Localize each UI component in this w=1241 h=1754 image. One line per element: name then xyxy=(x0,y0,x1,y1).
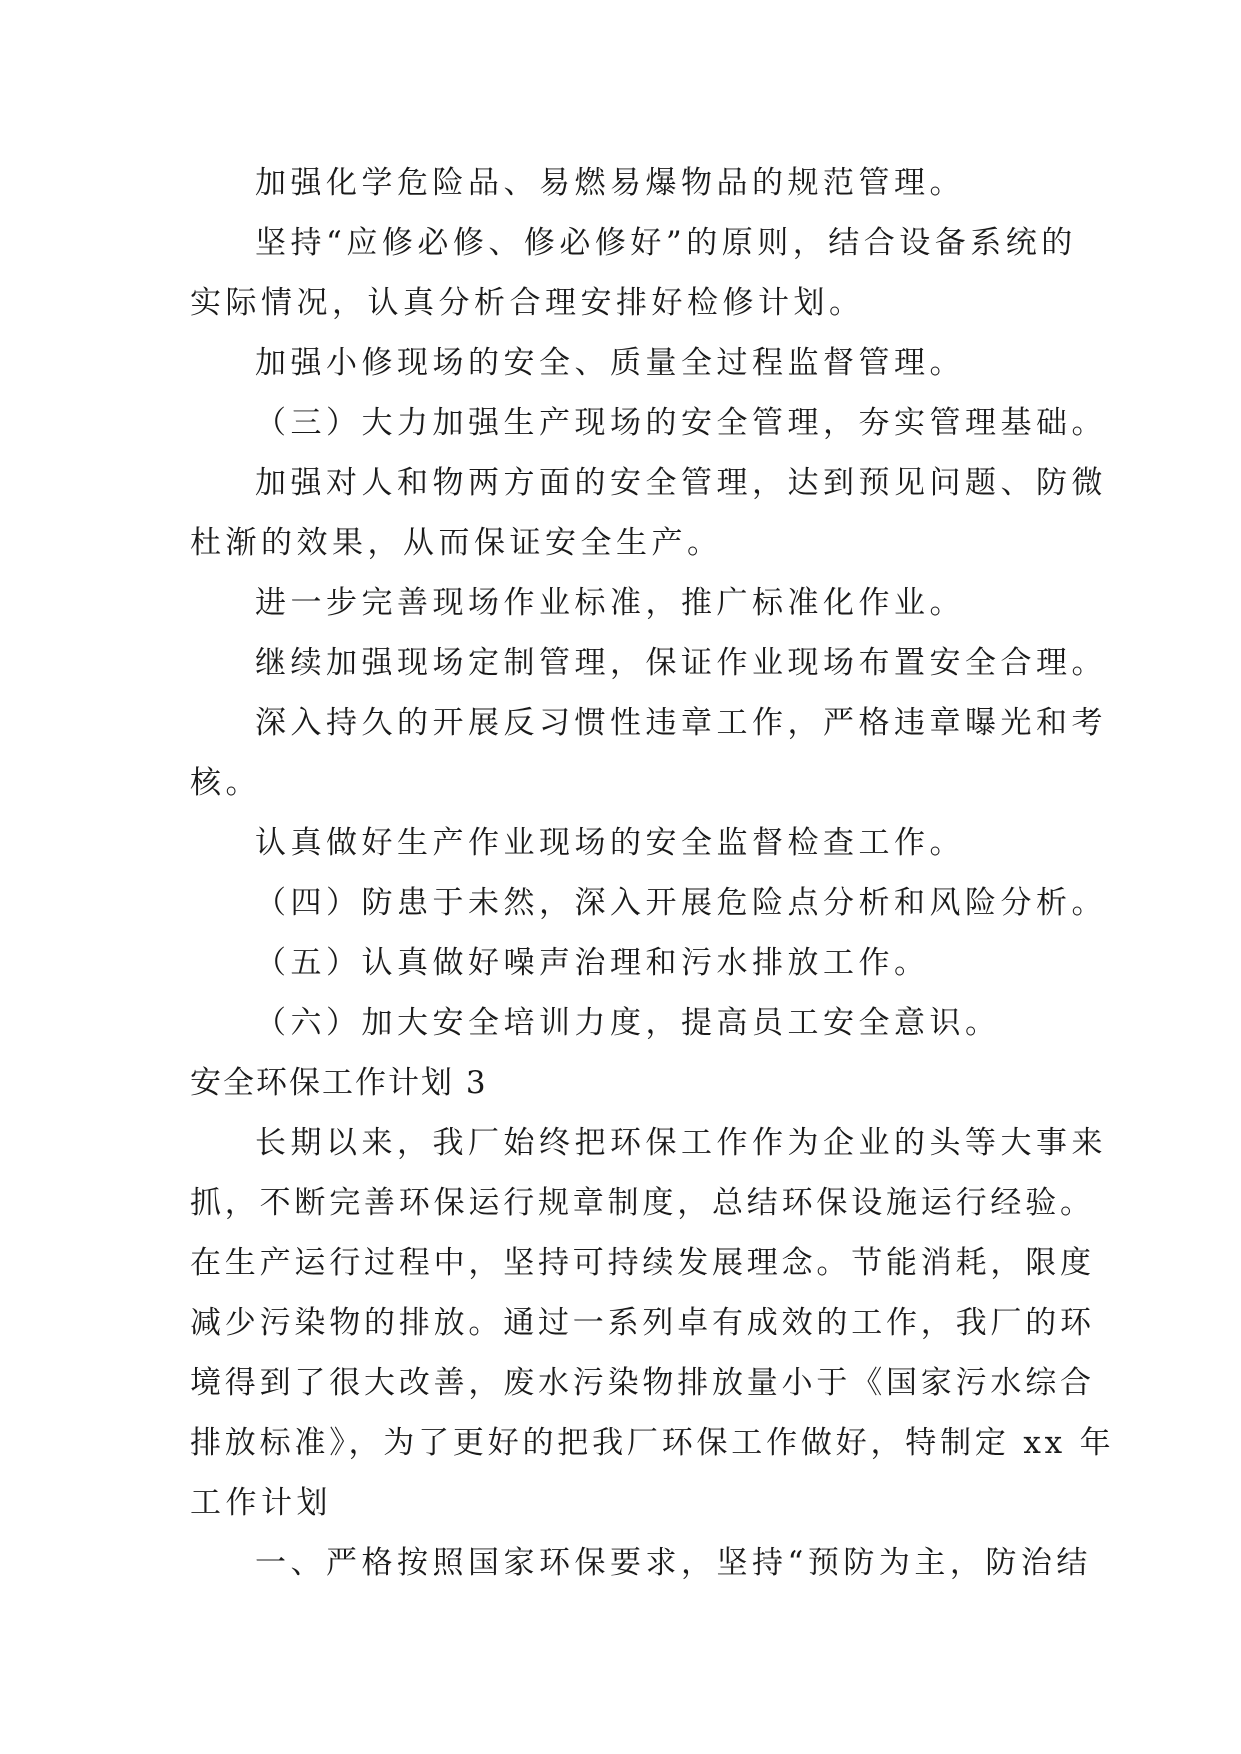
paragraph-line: 排放标准》，为了更好的把我厂环保工作做好，特制定 xx 年 xyxy=(190,1425,1115,1461)
section-heading: （四）防患于未然，深入开展危险点分析和风险分析。 xyxy=(255,885,1107,921)
document-heading: 安全环保工作计划 3 xyxy=(190,1065,488,1101)
paragraph-line: 进一步完善现场作业标准，推广标准化作业。 xyxy=(255,585,965,621)
paragraph-line: 减少污染物的排放。通过一系列卓有成效的工作，我厂的环 xyxy=(190,1305,1095,1341)
paragraph-line: 实际情况，认真分析合理安排好检修计划。 xyxy=(190,285,865,321)
section-heading: （六）加大安全培训力度，提高员工安全意识。 xyxy=(255,1005,1001,1041)
paragraph-line: 加强化学危险品、易燃易爆物品的规范管理。 xyxy=(255,165,965,201)
paragraph-line: 杜渐的效果，从而保证安全生产。 xyxy=(190,525,723,561)
paragraph-line: 加强对人和物两方面的安全管理，达到预见问题、防微 xyxy=(255,465,1107,501)
paragraph-line: 深入持久的开展反习惯性违章工作，严格违章曝光和考 xyxy=(255,705,1107,741)
paragraph-line: 继续加强现场定制管理，保证作业现场布置安全合理。 xyxy=(255,645,1107,681)
paragraph-line: 坚持“应修必修、修必修好”的原则，结合设备系统的 xyxy=(255,225,1077,261)
paragraph-line: 加强小修现场的安全、质量全过程监督管理。 xyxy=(255,345,965,381)
paragraph-line: 认真做好生产作业现场的安全监督检查工作。 xyxy=(255,825,965,861)
paragraph-line: 境得到了很大改善，废水污染物排放量小于《国家污水综合 xyxy=(190,1365,1095,1401)
paragraph-line: 一、严格按照国家环保要求，坚持“预防为主，防治结 xyxy=(255,1545,1092,1581)
paragraph-line: 工作计划 xyxy=(190,1485,332,1521)
paragraph-line: 抓，不断完善环保运行规章制度，总结环保设施运行经验。 xyxy=(190,1185,1095,1221)
paragraph-line: 长期以来，我厂始终把环保工作作为企业的头等大事来 xyxy=(255,1125,1107,1161)
paragraph-line: 在生产运行过程中，坚持可持续发展理念。节能消耗，限度 xyxy=(190,1245,1095,1281)
section-heading: （五）认真做好噪声治理和污水排放工作。 xyxy=(255,945,930,981)
section-heading: （三）大力加强生产现场的安全管理，夯实管理基础。 xyxy=(255,405,1107,441)
paragraph-line: 核。 xyxy=(190,765,261,801)
